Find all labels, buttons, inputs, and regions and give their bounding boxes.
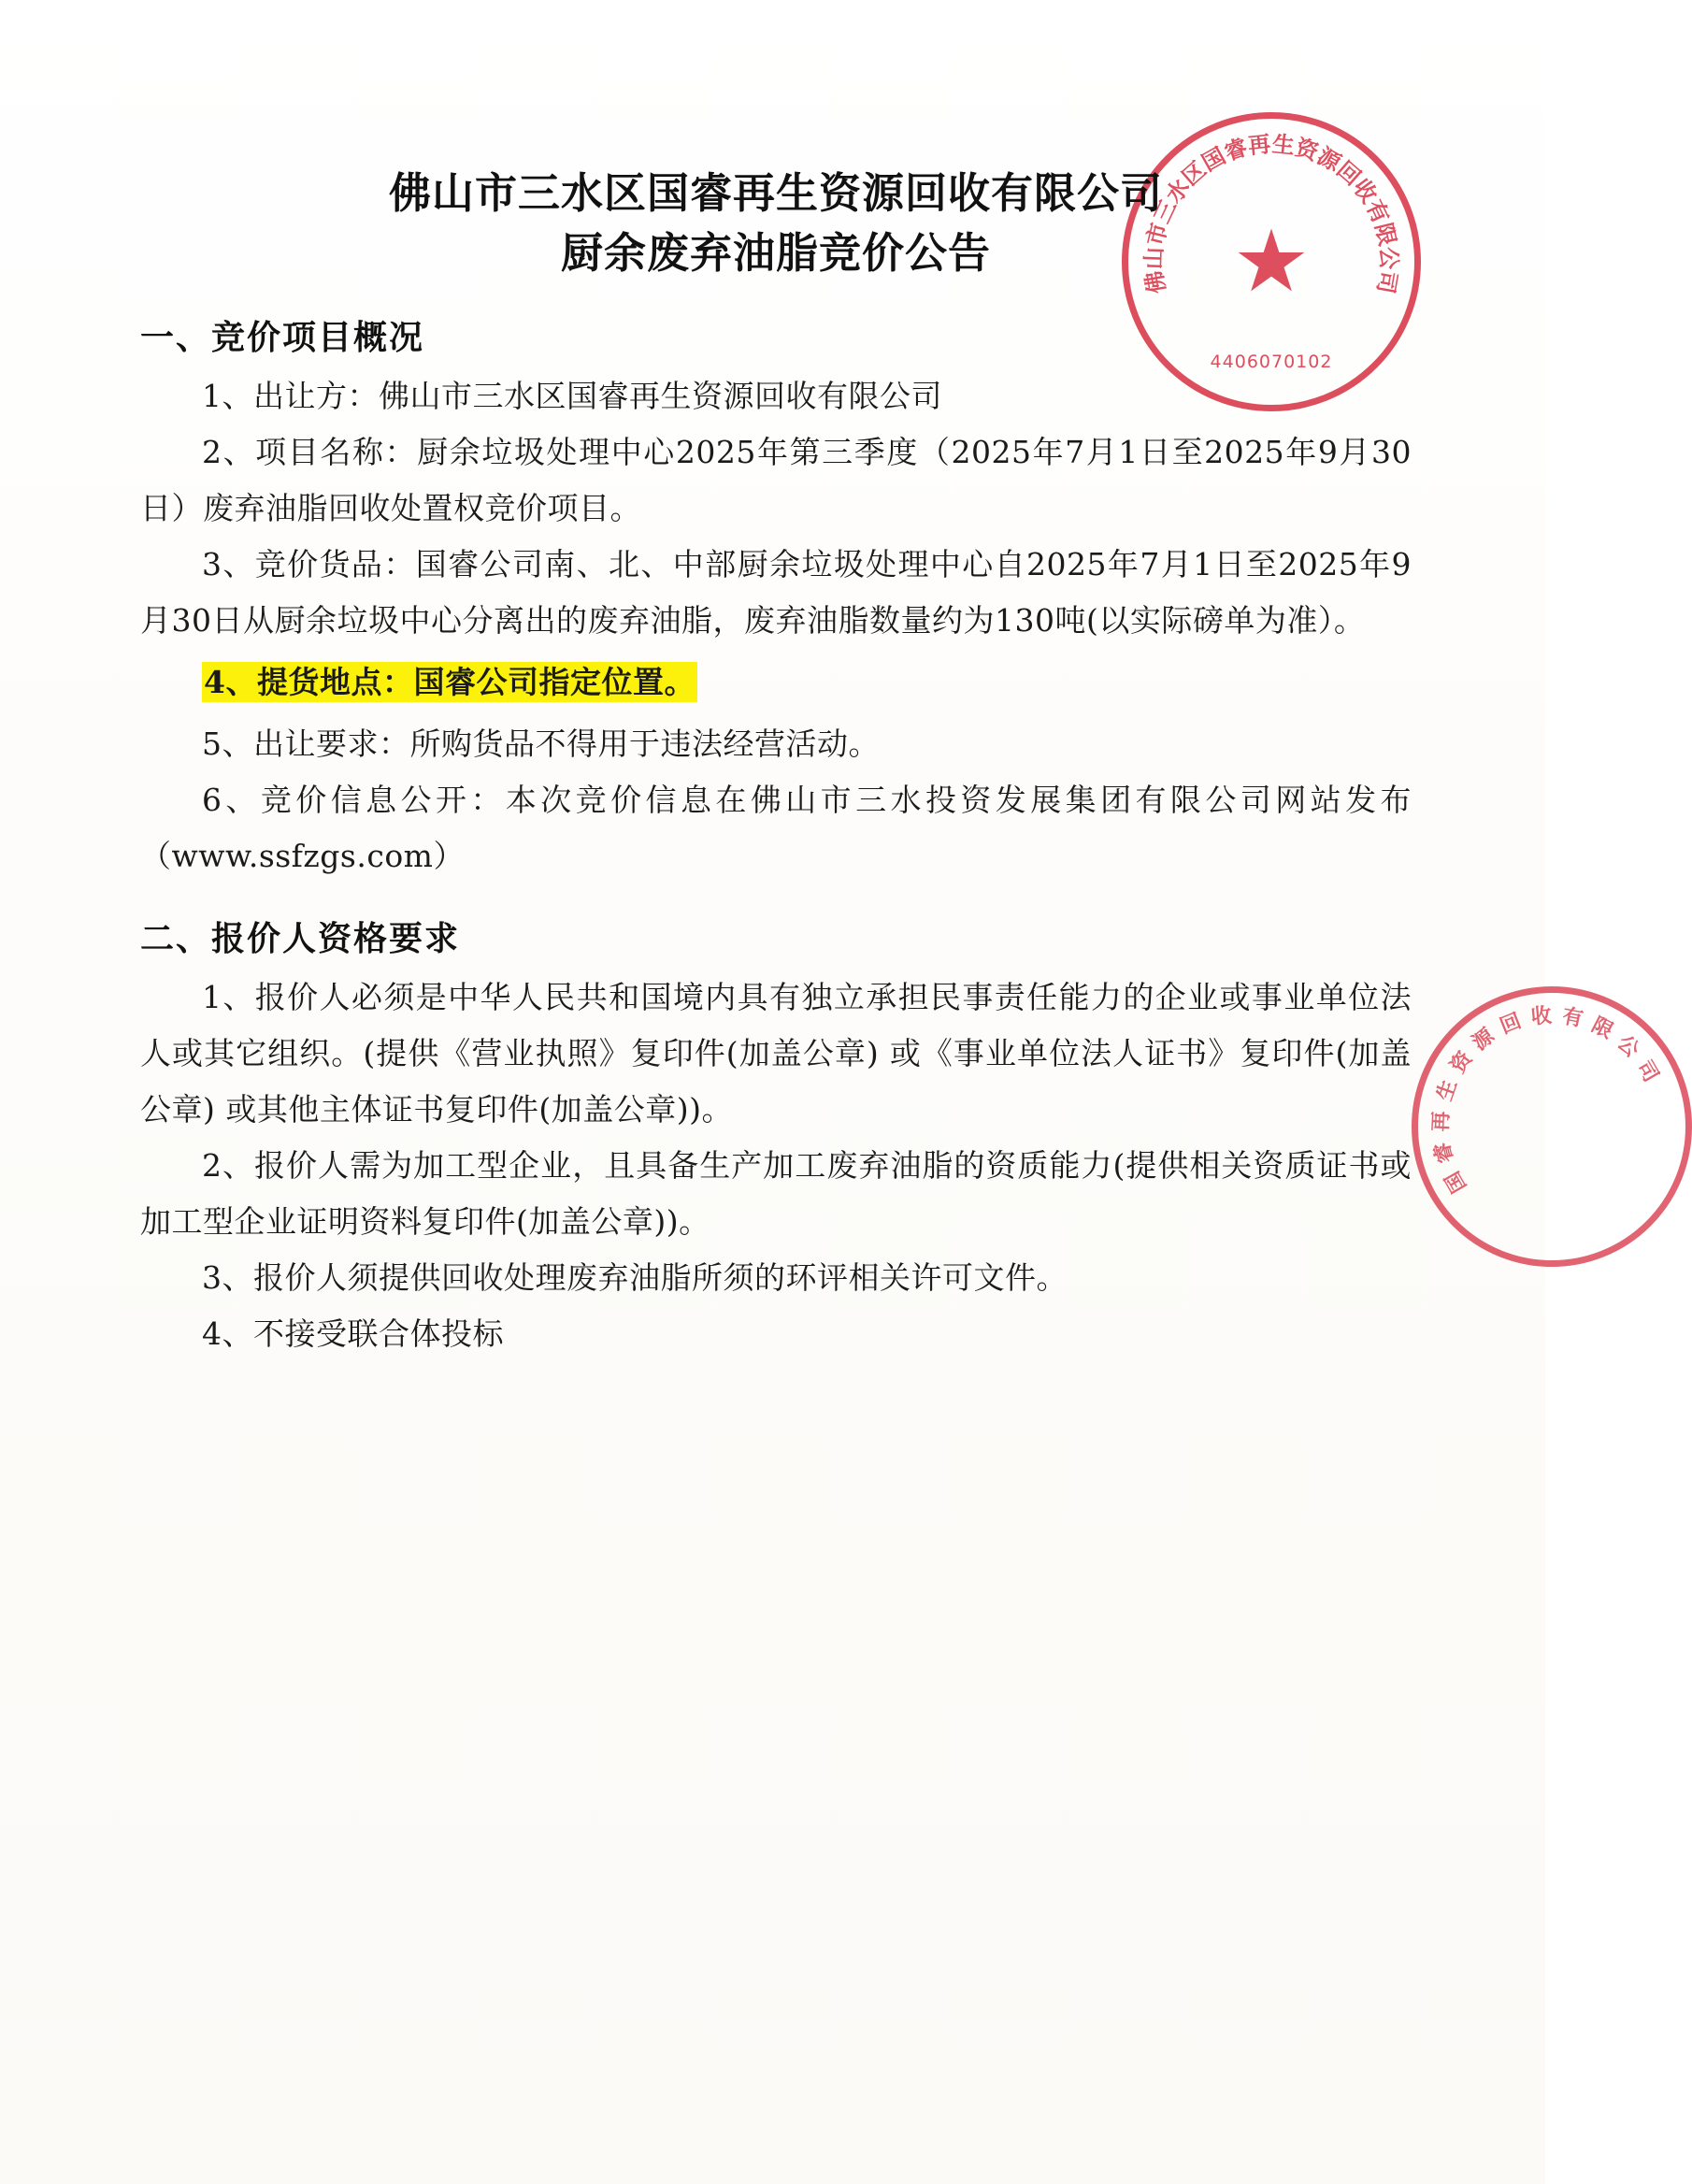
paragraph: 2、项目名称：厨余垃圾处理中心2025年第三季度（2025年7月1日至2025年9月30日）废弃油脂回收处置权竞价项目。 — [140, 433, 1412, 526]
section-heading-1: 一、竞价项目概况 — [140, 318, 425, 357]
seal-serial: 4406070102 — [1210, 352, 1333, 372]
seal-arc-text: 佛 山 市 三 水 区 国 睿 再 生 资 源 回 收 有 限 公 司 — [1140, 131, 1402, 296]
paragraph: 1、报价人必须是中华人民共和国境内具有独立承担民事责任能力的企业或事业单位法人或其它组织。(提供《营业执照》复印件(加盖公章) 或《事业单位法人证书》复印件(加盖公章) 或其他主体证书复印件(加盖公章))。 — [140, 979, 1412, 1128]
title-line-1: 佛山市三水区国睿再生资源回收有限公司 — [388, 168, 1163, 218]
paragraph-highlighted — [140, 654, 1412, 711]
edge-seal-arc-text: 国 睿 再 生 资 源 回 收 有 限 公 司 — [1429, 1004, 1663, 1197]
paragraph: 1、出让方：佛山市三水区国睿再生资源回收有限公司 — [202, 377, 942, 414]
section-heading-2: 二、报价人资格要求 — [140, 920, 461, 959]
highlight-text: 4、提货地点：国睿公司指定位置。 — [204, 664, 695, 701]
seal-star-icon: ★ — [1232, 211, 1311, 311]
paragraph: 4、不接受联合体投标 — [202, 1315, 504, 1353]
paragraph: 3、报价人须提供回收处理废弃油脂所须的环评相关许可文件。 — [202, 1259, 1068, 1297]
paragraph: 6、竞价信息公开：本次竞价信息在佛山市三水投资发展集团有限公司网站发布（www.ssfzgs.com） — [140, 782, 1412, 875]
title-line-2: 厨余废弃油脂竞价公告 — [560, 227, 991, 278]
document-body — [140, 164, 1412, 1363]
paragraph: 3、竞价货品：国睿公司南、北、中部厨余垃圾处理中心自2025年7月1日至2025年9月30日从厨余垃圾中心分离出的废弃油脂，废弃油脂数量约为130吨(以实际磅单为准）。 — [140, 545, 1412, 639]
paragraph: 2、报价人需为加工型企业，且具备生产加工废弃油脂的资质能力(提供相关资质证书或加工型企业证明资料复印件(加盖公章))。 — [140, 1147, 1412, 1241]
page-title — [140, 164, 1412, 283]
paragraph: 5、出让要求：所购货品不得用于违法经营活动。 — [202, 726, 880, 763]
